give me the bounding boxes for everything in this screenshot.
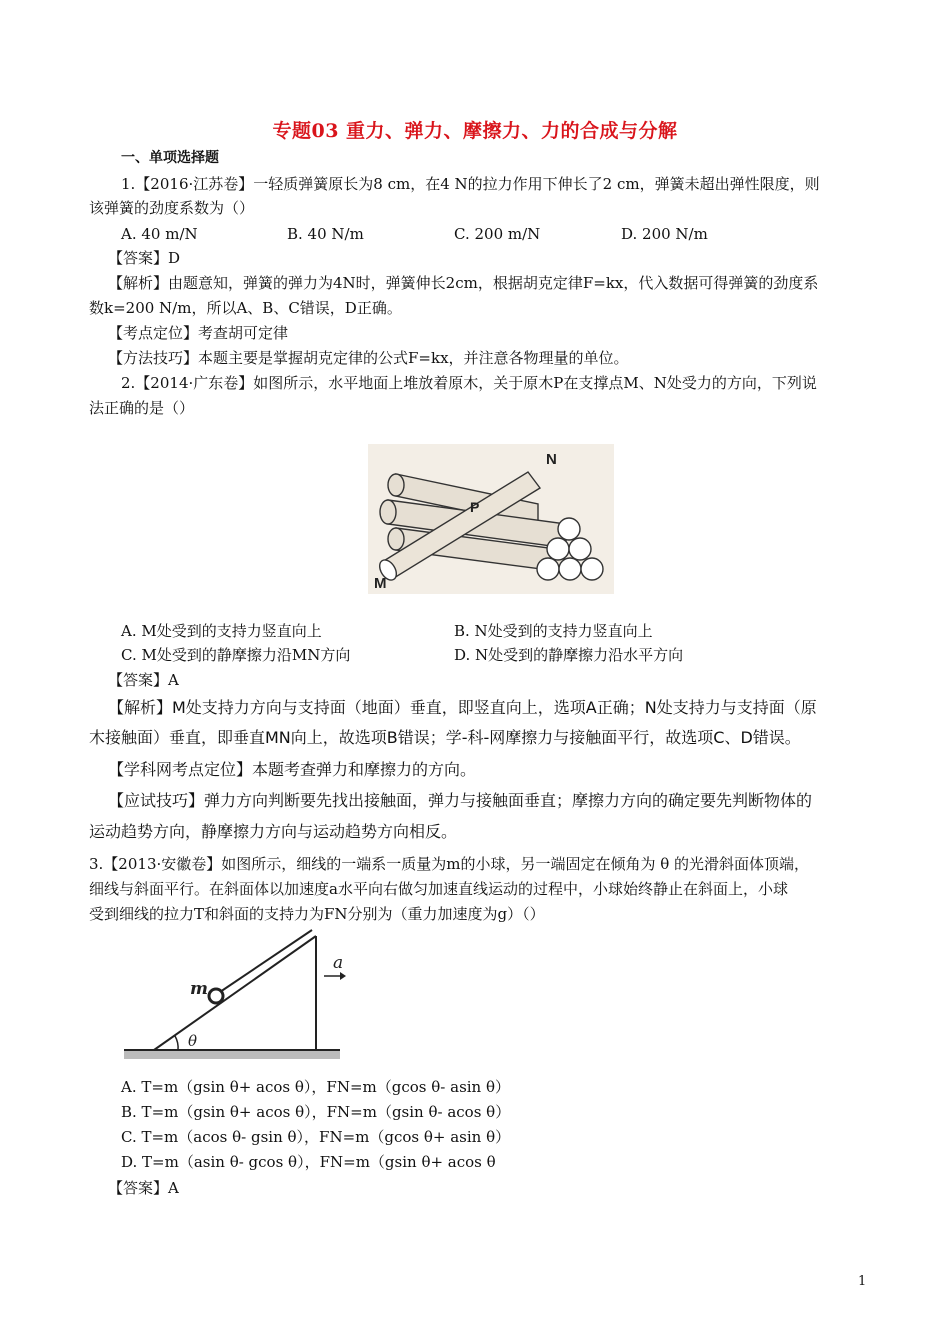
log-end-mid-right <box>569 538 591 560</box>
log-middle-end <box>380 500 396 524</box>
log-end-top <box>558 518 580 540</box>
log-top-end <box>388 474 404 496</box>
q3-stem-line3: 受到细线的拉力T和斜面的支持力为FN分别为（重力加速度为g）（） <box>89 905 545 923</box>
q2-option-a: A. M处受到的支持力竖直向上 <box>121 622 322 640</box>
q1-stem-line1: 1.【2016·江苏卷】一轻质弹簧原长为8 cm，在4 N的拉力作用下伸长了2 cm，弹簧未超出弹性限度，则 <box>121 175 820 193</box>
log-end-bottom-left <box>537 558 559 580</box>
ground-hatch <box>124 1051 340 1059</box>
q1-answer: 【答案】D <box>108 249 181 267</box>
section-heading: 一、单项选择题 <box>121 150 219 166</box>
q2-option-c: C. M处受到的静摩擦力沿MN方向 <box>121 646 351 664</box>
incline-surface <box>154 936 316 1050</box>
q1-stem-line2: 该弹簧的劲度系数为（） <box>89 199 255 217</box>
label-m-mass: m <box>190 979 208 999</box>
q2-analysis-line2: 木接触面）垂直，即垂直MN向上，故选项B错误；学-科-网摩擦力与接触面平行，故选项C、D错误。 <box>89 728 801 747</box>
q2-tip-line2: 运动趋势方向，静摩擦力方向与运动趋势方向相反。 <box>89 822 458 841</box>
log-pile-figure <box>368 444 614 594</box>
label-m: M <box>374 575 387 592</box>
q3-stem-line1: 3.【2013·安徽卷】如图所示，细线的一端系一质量为m的小球，另一端固定在倾角为 θ 的光滑斜面体顶端， <box>89 855 810 873</box>
ball <box>209 989 223 1003</box>
q2-stem-line1: 2.【2014·广东卷】如图所示，水平地面上堆放着原木，关于原木P在支撑点M、N处受力的方向，下列说 <box>121 374 817 392</box>
incline-figure <box>124 928 346 1064</box>
q1-option-c: C. 200 m/N <box>454 225 541 243</box>
log-bottom-end <box>388 528 404 550</box>
q3-option-a: A. T=m（gsin θ+ acos θ），FN=m（gcos θ- asin θ） <box>121 1078 511 1096</box>
q3-option-c: C. T=m（acos θ- gsin θ），FN=m（gcos θ+ asin θ） <box>121 1128 511 1146</box>
q2-point: 【学科网考点定位】本题考查弹力和摩擦力的方向。 <box>108 760 477 779</box>
acceleration-arrow-head <box>340 972 346 980</box>
q3-option-d: D. T=m（asin θ- gcos θ），FN=m（gsin θ+ acos θ <box>121 1153 496 1171</box>
q1-analysis-line2: 数k=200 N/m，所以A、B、C错误，D正确。 <box>89 299 402 317</box>
log-end-bottom-mid <box>559 558 581 580</box>
q1-method: 【方法技巧】本题主要是掌握胡克定律的公式F=kx，并注意各物理量的单位。 <box>108 349 629 367</box>
q1-analysis-line1: 【解析】由题意知，弹簧的弹力为4N时，弹簧伸长2cm，根据胡克定律F=kx，代入数据可得弹簧的劲度系 <box>108 274 819 292</box>
page-number: 1 <box>858 1274 867 1289</box>
page-title: 专题03 重力、弹力、摩擦力、力的合成与分解 <box>272 120 678 142</box>
string-line <box>220 930 312 992</box>
q2-option-b: B. N处受到的支持力竖直向上 <box>454 622 653 640</box>
q1-option-b: B. 40 N/m <box>287 225 364 243</box>
angle-arc <box>175 1036 178 1050</box>
q2-stem-line2: 法正确的是（） <box>89 399 195 417</box>
q3-stem-line2: 细线与斜面平行。在斜面体以加速度a水平向右做匀加速直线运动的过程中，小球始终静止在斜面上，小球 <box>89 880 788 898</box>
q3-answer: 【答案】A <box>108 1179 179 1197</box>
log-end-mid-left <box>547 538 569 560</box>
q2-analysis-line1: 【解析】M处支持力方向与支持面（地面）垂直，即竖直向上，选项A正确；N处支持力与支持面（原 <box>108 698 817 717</box>
q1-point: 【考点定位】考查胡可定律 <box>108 324 289 342</box>
q1-option-d: D. 200 N/m <box>621 225 708 243</box>
label-a: a <box>333 953 344 973</box>
label-theta: θ <box>188 1032 198 1050</box>
label-n: N <box>546 451 557 468</box>
q2-option-d: D. N处受到的静摩擦力沿水平方向 <box>454 646 684 664</box>
q3-option-b: B. T=m（gsin θ+ acos θ），FN=m（gsin θ- acos θ） <box>121 1103 511 1121</box>
log-end-bottom-right <box>581 558 603 580</box>
q2-tip-line1: 【应试技巧】弹力方向判断要先找出接触面，弹力与接触面垂直；摩擦力方向的确定要先判断物体的 <box>108 791 813 810</box>
q1-option-a: A. 40 m/N <box>121 225 198 243</box>
q2-answer: 【答案】A <box>108 671 179 689</box>
label-p: P <box>470 499 480 515</box>
